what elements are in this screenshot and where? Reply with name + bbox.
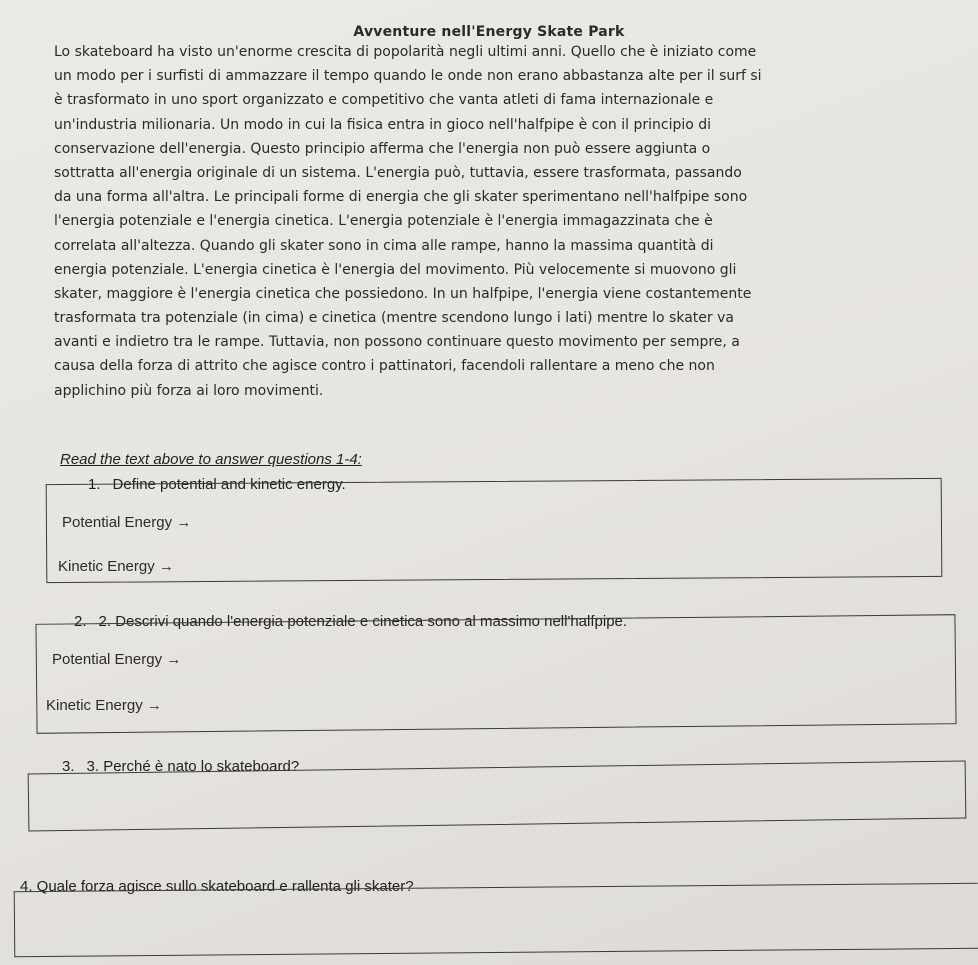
passage-line: applichino più forza ai loro movimenti.	[54, 382, 324, 399]
passage-line: skater, maggiore è l'energia cinetica che possiedono. In un halfpipe, l'energia viene costantemente	[54, 285, 752, 302]
question-text: 3. Perché è nato lo skateboard?	[86, 758, 300, 775]
answer-box-2[interactable]	[35, 614, 956, 734]
kinetic-energy-label: Kinetic Energy →	[58, 558, 174, 575]
reading-passage	[54, 40, 894, 403]
passage-line: un'industria milionaria. Un modo in cui la fisica entra in gioco nell'halfpipe è con il principio di	[54, 116, 712, 133]
question-text: Define potential and kinetic energy.	[112, 476, 346, 493]
answer-box-4[interactable]	[14, 883, 978, 957]
passage-line: l'energia potenziale e l'energia cinetica. L'energia potenziale è l'energia immagazzinata che è	[54, 213, 713, 230]
passage-line: Lo skateboard ha visto un'enorme crescita di popolarità negli ultimi anni. Quello che è iniziato come	[54, 44, 757, 60]
document-title: Avventure nell'Energy Skate Park	[353, 24, 625, 40]
passage-line: da una forma all'altra. Le principali forme di energia che gli skater sperimentano nell'halfpipe sono	[54, 189, 748, 206]
passage-line: causa della forza di attrito che agisce contro i pattinatori, facendoli rallentare a meno che non	[54, 358, 715, 375]
passage-line: un modo per i surfisti di ammazzare il tempo quando le onde non erano abbastanza alte per il surf si	[54, 68, 762, 85]
passage-line: energia potenziale. L'energia cinetica è l'energia del movimento. Più velocemente si muovono gli	[54, 261, 737, 278]
question-number: 3.	[62, 758, 75, 775]
passage-line: sottratta all'energia originale di un sistema. L'energia può, tuttavia, essere trasformata, passando	[54, 164, 742, 181]
question-number: 1.	[88, 476, 101, 493]
passage-line: è trasformato in uno sport organizzato e competitivo che vanta atleti di fama internazionale e	[54, 92, 714, 109]
potential-energy-label: Potential Energy →	[62, 514, 192, 531]
question-text: 4. Quale forza agisce sullo skateboard e rallenta gli skater?	[20, 878, 414, 895]
passage-line: trasformata tra potenziale (in cima) e cinetica (mentre scendono lungo i lati) mentre lo skater va	[54, 310, 734, 327]
passage-line: avanti e indietro tra le rampe. Tuttavia, non possono continuare questo movimento per sempre, a	[54, 334, 740, 351]
kinetic-energy-label: Kinetic Energy →	[46, 697, 162, 714]
question-number: 2.	[74, 613, 87, 630]
passage-line: correlata all'altezza. Quando gli skater sono in cima alle rampe, hanno la massima quantità di	[54, 237, 714, 254]
potential-energy-label: Potential Energy →	[52, 651, 182, 668]
passage-line: conservazione dell'energia. Questo principio afferma che l'energia non può essere aggiunta o	[54, 140, 711, 157]
question-text: 2. Descrivi quando l'energia potenziale e cinetica sono al massimo nell'halfpipe.	[98, 613, 628, 630]
answer-box-3[interactable]	[28, 760, 967, 831]
instruction-text: Read the text above to answer questions 1-4:	[60, 451, 362, 468]
